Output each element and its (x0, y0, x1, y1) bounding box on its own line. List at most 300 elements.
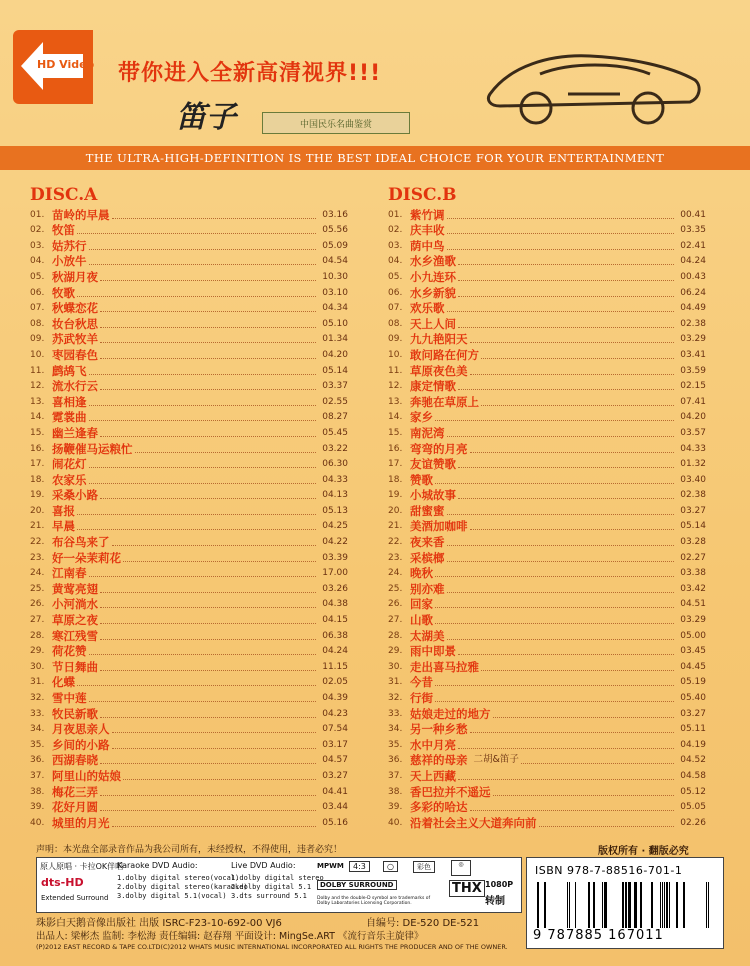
track-number: 15. (30, 427, 45, 438)
track-number: 23. (30, 552, 45, 563)
track-row (30, 658, 348, 674)
color-badge: 彩色 (413, 861, 435, 873)
track-title: 采桑小路 (52, 488, 98, 503)
leader-dots (89, 420, 317, 421)
track-title: 小城故事 (410, 488, 456, 503)
leader-dots (89, 483, 317, 484)
track-number: 14. (30, 412, 45, 423)
track-row (30, 721, 348, 737)
track-duration: 03.10 (322, 287, 348, 298)
track-row (30, 440, 348, 456)
track-duration: 04.15 (322, 615, 348, 626)
copyright-text: 版权所有 · 翻版必究 (598, 846, 689, 857)
track-duration: 05.45 (322, 427, 348, 438)
leader-dots (539, 826, 675, 827)
karaoke-label: 原人原唱 · 卡拉OK伴唱 (40, 862, 124, 871)
series-label: 中国民乐名曲鉴赏 (262, 112, 410, 134)
track-number: 02. (388, 225, 403, 236)
track-row (388, 799, 706, 815)
track-number: 36. (30, 755, 45, 766)
track-row (388, 300, 706, 316)
track-row (30, 487, 348, 503)
track-number: 10. (30, 349, 45, 360)
track-row (30, 533, 348, 549)
track-title: 水乡新貌 (410, 285, 456, 300)
track-row (388, 814, 706, 830)
track-duration: 04.24 (322, 646, 348, 657)
publisher-line (36, 914, 480, 929)
live-line-1: 1.dolby digital stereo (231, 874, 324, 882)
track-number: 11. (388, 365, 403, 376)
track-title: 幽兰逢春 (52, 425, 98, 440)
track-number: 24. (30, 568, 45, 579)
track-number: 38. (388, 786, 403, 797)
track-title: 奔驰在草原上 (410, 394, 479, 409)
track-number: 29. (30, 646, 45, 657)
track-row (388, 346, 706, 362)
track-row (388, 362, 706, 378)
track-number: 07. (30, 303, 45, 314)
track-row (388, 752, 706, 768)
track-duration: 03.17 (322, 739, 348, 750)
track-note: 二胡&笛子 (473, 754, 519, 766)
track-row (30, 362, 348, 378)
track-row (388, 487, 706, 503)
track-duration: 04.51 (680, 599, 706, 610)
track-number: 35. (30, 739, 45, 750)
track-number: 06. (30, 287, 45, 298)
track-title: 鹧鸪飞 (52, 363, 87, 378)
track-number: 25. (388, 583, 403, 594)
leader-dots (100, 670, 316, 671)
track-title: 姑苏行 (52, 238, 87, 253)
track-title: 南泥湾 (410, 425, 445, 440)
track-duration: 04.52 (680, 755, 706, 766)
track-duration: 04.23 (322, 708, 348, 719)
track-number: 01. (388, 209, 403, 220)
track-number: 09. (30, 334, 45, 345)
track-duration: 04.19 (680, 739, 706, 750)
track-number: 27. (30, 615, 45, 626)
track-number: 12. (388, 381, 403, 392)
track-number: 21. (388, 521, 403, 532)
track-title: 布谷鸟来了 (52, 535, 110, 550)
track-duration: 04.20 (322, 349, 348, 360)
track-row (30, 409, 348, 425)
track-title: 雨中即景 (410, 644, 456, 659)
track-row (388, 627, 706, 643)
leader-dots (77, 529, 316, 530)
track-title: 草原夜色美 (410, 363, 468, 378)
track-row (30, 752, 348, 768)
leader-dots (100, 498, 316, 499)
leader-dots (435, 607, 674, 608)
track-number: 31. (30, 677, 45, 688)
leader-dots (447, 545, 675, 546)
leader-dots (435, 576, 674, 577)
leader-dots (481, 405, 674, 406)
track-title: 天上人间 (410, 316, 456, 331)
track-duration: 04.57 (322, 755, 348, 766)
track-number: 21. (30, 521, 45, 532)
leader-dots (481, 670, 674, 671)
track-duration: 02.41 (680, 240, 706, 251)
track-number: 34. (30, 724, 45, 735)
track-number: 17. (30, 459, 45, 470)
track-row (30, 237, 348, 253)
track-title: 扬鞭催马运粮忙 (52, 441, 133, 456)
leader-dots (447, 514, 675, 515)
track-row (30, 456, 348, 472)
track-row (388, 315, 706, 331)
track-number: 30. (388, 661, 403, 672)
leader-dots (100, 607, 316, 608)
track-title: 康定情歌 (410, 379, 456, 394)
track-title: 美酒加咖啡 (410, 519, 468, 534)
leader-dots (447, 311, 675, 312)
track-row (30, 518, 348, 534)
disc-a-tracks (30, 206, 348, 830)
track-title: 友谊赞歌 (410, 457, 456, 472)
track-number: 35. (388, 739, 403, 750)
track-number: 11. (30, 365, 45, 376)
track-row (388, 424, 706, 440)
track-number: 23. (388, 552, 403, 563)
track-number: 36. (388, 755, 403, 766)
leader-dots (458, 389, 674, 390)
track-row (30, 300, 348, 316)
track-duration: 05.14 (322, 365, 348, 376)
track-title: 小放牛 (52, 254, 87, 269)
headline: 带你进入全新高清视界!!! (118, 61, 382, 86)
track-row (30, 689, 348, 705)
track-number: 04. (388, 256, 403, 267)
track-row (30, 284, 348, 300)
leader-dots (470, 342, 675, 343)
conversion-label: 转制 (485, 896, 505, 907)
track-row (388, 705, 706, 721)
track-row (30, 783, 348, 799)
track-row (30, 268, 348, 284)
track-title: 霓裳曲 (52, 410, 87, 425)
track-row (30, 767, 348, 783)
credits-line: 出品人: 梁彬杰 监制: 李松海 责任编辑: 赵春翔 平面设计: MingSe.ART 《流行音乐主旋律》 (36, 931, 424, 942)
dolby-trademark-note: Dolby and the double-D symbol are trademarks of Dolby Laboratories Licensing Corporation. (317, 896, 431, 906)
track-duration: 11.15 (322, 661, 348, 672)
track-duration: 04.24 (680, 256, 706, 267)
track-number: 08. (30, 318, 45, 329)
track-number: 18. (30, 474, 45, 485)
track-title: 甜蜜蜜 (410, 503, 445, 518)
track-number: 12. (30, 381, 45, 392)
track-duration: 05.13 (322, 505, 348, 516)
track-duration: 03.42 (680, 583, 706, 594)
track-number: 15. (388, 427, 403, 438)
track-duration: 05.14 (680, 521, 706, 532)
track-row (388, 689, 706, 705)
karaoke-dvd-label: Karaoke DVD Audio: (117, 861, 198, 870)
leader-dots (100, 280, 316, 281)
track-row (388, 643, 706, 659)
track-duration: 05.11 (680, 724, 706, 735)
track-duration: 03.22 (322, 443, 348, 454)
track-duration: 03.40 (680, 474, 706, 485)
track-title: 九九艳阳天 (410, 332, 468, 347)
track-number: 17. (388, 459, 403, 470)
track-title: 喜报 (52, 503, 75, 518)
track-title: 牧笛 (52, 223, 75, 238)
track-title: 姑娘走过的地方 (410, 706, 491, 721)
track-title: 雪中莲 (52, 691, 87, 705)
track-number: 22. (30, 537, 45, 548)
track-duration: 03.39 (322, 552, 348, 563)
leader-dots (458, 264, 674, 265)
leader-dots (100, 623, 316, 624)
track-duration: 03.57 (680, 427, 706, 438)
karaoke-line-1: 1.dolby digital stereo(vocal) (117, 874, 240, 882)
leader-dots (435, 701, 674, 702)
leader-dots (521, 763, 674, 764)
leader-dots (89, 654, 317, 655)
track-row (388, 268, 706, 284)
track-number: 38. (30, 786, 45, 797)
leader-dots (112, 732, 317, 733)
publisher-text: 珠影白天鹅音像出版社 出版 ISRC-F23-10-692-00 VJ6 (36, 918, 282, 929)
track-duration: 01.32 (680, 459, 706, 470)
track-row (388, 565, 706, 581)
track-number: 28. (30, 630, 45, 641)
title-calligraphy-logo: 笛子 (176, 100, 236, 135)
track-number: 03. (388, 240, 403, 251)
leader-dots (123, 779, 316, 780)
track-duration: 06.24 (680, 287, 706, 298)
track-title: 草原之夜 (52, 613, 98, 628)
track-number: 04. (30, 256, 45, 267)
track-title: 山歌 (410, 613, 433, 628)
track-row (30, 393, 348, 409)
leader-dots (135, 452, 317, 453)
track-row (388, 284, 706, 300)
track-duration: 05.16 (322, 817, 348, 828)
track-title: 花好月圆 (52, 800, 98, 815)
leader-dots (435, 420, 674, 421)
track-number: 29. (388, 646, 403, 657)
leader-dots (447, 592, 675, 593)
track-number: 13. (388, 396, 403, 407)
leader-dots (470, 374, 675, 375)
hd-video-label: HD Video (37, 58, 95, 71)
track-title: 敢问路在何方 (410, 347, 479, 362)
track-title: 梅花三弄 (52, 784, 98, 799)
track-title: 回家 (410, 597, 433, 612)
track-number: 37. (30, 770, 45, 781)
disc-b-tracklist (388, 184, 706, 830)
track-title: 苏武牧羊 (52, 332, 98, 347)
track-duration: 07.54 (322, 724, 348, 735)
track-title: 水中月亮 (410, 737, 456, 752)
mpwm-logo: MPWM (317, 862, 344, 870)
dts-sub-label: Extended Surround (41, 894, 109, 902)
track-row (388, 721, 706, 737)
leader-dots (447, 639, 675, 640)
track-number: 26. (30, 599, 45, 610)
track-title: 晚秋 (410, 566, 433, 581)
track-row (388, 658, 706, 674)
track-row (388, 767, 706, 783)
leader-dots (112, 826, 317, 827)
footer (0, 840, 750, 966)
track-title: 紫竹调 (410, 207, 445, 222)
leader-dots (89, 467, 317, 468)
leader-dots (435, 685, 674, 686)
leader-dots (100, 358, 316, 359)
track-title: 赞歌 (410, 472, 433, 487)
track-row (30, 206, 348, 222)
track-duration: 00.41 (680, 209, 706, 220)
track-duration: 04.34 (322, 303, 348, 314)
track-number: 31. (388, 677, 403, 688)
track-duration: 03.16 (322, 209, 348, 220)
leader-dots (458, 654, 674, 655)
track-row (388, 206, 706, 222)
track-duration: 03.27 (322, 770, 348, 781)
leader-dots (470, 810, 675, 811)
track-title: 牧民新歌 (52, 706, 98, 721)
track-number: 05. (30, 271, 45, 282)
track-title: 早晨 (52, 519, 75, 534)
track-title: 江南春 (52, 566, 87, 581)
track-title: 家乡 (410, 410, 433, 425)
track-duration: 05.19 (680, 677, 706, 688)
leader-dots (481, 358, 674, 359)
track-row (388, 549, 706, 565)
leader-dots (100, 639, 316, 640)
track-duration: 07.41 (680, 396, 706, 407)
track-number: 01. (30, 209, 45, 220)
track-title: 化蝶 (52, 675, 75, 690)
track-duration: 03.44 (322, 802, 348, 813)
track-duration: 03.26 (322, 583, 348, 594)
leader-dots (447, 218, 675, 219)
track-duration: 03.45 (680, 646, 706, 657)
track-row (388, 331, 706, 347)
track-number: 03. (30, 240, 45, 251)
hd-video-badge (13, 30, 93, 104)
leader-dots (100, 592, 316, 593)
track-number: 33. (30, 708, 45, 719)
track-duration: 04.33 (680, 443, 706, 454)
track-row (30, 596, 348, 612)
track-duration: 05.12 (680, 786, 706, 797)
track-number: 20. (388, 505, 403, 516)
track-row (30, 674, 348, 690)
track-duration: 02.26 (680, 817, 706, 828)
track-number: 16. (388, 443, 403, 454)
track-number: 20. (30, 505, 45, 516)
leader-dots (458, 779, 674, 780)
leader-dots (77, 233, 316, 234)
leader-dots (100, 342, 316, 343)
track-title: 慈祥的母亲 (410, 753, 468, 768)
leader-dots (435, 483, 674, 484)
leader-dots (447, 561, 675, 562)
track-row (388, 596, 706, 612)
track-row (30, 549, 348, 565)
disc-a-title: DISC.A (30, 185, 98, 205)
track-duration: 02.27 (680, 552, 706, 563)
track-duration: 02.15 (680, 381, 706, 392)
leader-dots (112, 218, 317, 219)
track-title: 弯弯的月亮 (410, 441, 468, 456)
leader-dots (458, 467, 674, 468)
track-title: 乡间的小路 (52, 737, 110, 752)
track-title: 荷花赞 (52, 644, 87, 659)
track-number: 27. (388, 615, 403, 626)
barcode-number: 9 787885 167011 (533, 928, 664, 943)
dolby-surround-logo: DOLBY SURROUND (317, 880, 397, 890)
track-number: 25. (30, 583, 45, 594)
leader-dots (100, 389, 316, 390)
track-title: 节日舞曲 (52, 659, 98, 674)
car-line-art-icon (480, 36, 710, 132)
leader-dots (100, 436, 316, 437)
track-title: 小九连环 (410, 269, 456, 284)
track-number: 28. (388, 630, 403, 641)
track-duration: 17.00 (322, 568, 348, 579)
track-number: 26. (388, 599, 403, 610)
track-title: 闹花灯 (52, 457, 87, 472)
leader-dots (100, 763, 316, 764)
track-row (30, 378, 348, 394)
track-title: 农家乐 (52, 472, 87, 487)
thx-logo: THX (449, 880, 485, 897)
track-title: 别亦难 (410, 581, 445, 596)
karaoke-line-3: 3.dolby digital 5.1(vocal) (117, 892, 227, 900)
track-duration: 04.49 (680, 303, 706, 314)
track-row (30, 502, 348, 518)
disc-a-tracklist (30, 184, 348, 830)
track-number: 32. (30, 693, 45, 703)
track-number: 09. (388, 334, 403, 345)
track-row (30, 705, 348, 721)
track-title: 苗岭的早晨 (52, 207, 110, 222)
track-title: 多彩的哈达 (410, 800, 468, 815)
track-row (30, 611, 348, 627)
catalog-number: 自编号: DE-520 DE-521 (366, 918, 480, 929)
track-row (30, 346, 348, 362)
track-number: 10. (388, 349, 403, 360)
track-title: 欢乐歌 (410, 301, 445, 316)
track-duration: 02.38 (680, 490, 706, 501)
track-title: 城里的月光 (52, 815, 110, 830)
track-duration: 04.39 (322, 693, 348, 703)
track-number: 02. (30, 225, 45, 236)
track-row (30, 643, 348, 659)
track-row (388, 502, 706, 518)
track-duration: 04.38 (322, 599, 348, 610)
track-duration: 05.10 (322, 318, 348, 329)
leader-dots (100, 795, 316, 796)
track-duration: 04.54 (322, 256, 348, 267)
track-row (388, 674, 706, 690)
track-title: 喜相逢 (52, 394, 87, 409)
track-number: 32. (388, 693, 403, 703)
track-row (30, 331, 348, 347)
track-title: 沿着社会主义大道奔向前 (410, 815, 537, 830)
track-number: 18. (388, 474, 403, 485)
leader-dots (77, 514, 316, 515)
live-line-3: 3.dts surround 5.1 (231, 892, 307, 900)
